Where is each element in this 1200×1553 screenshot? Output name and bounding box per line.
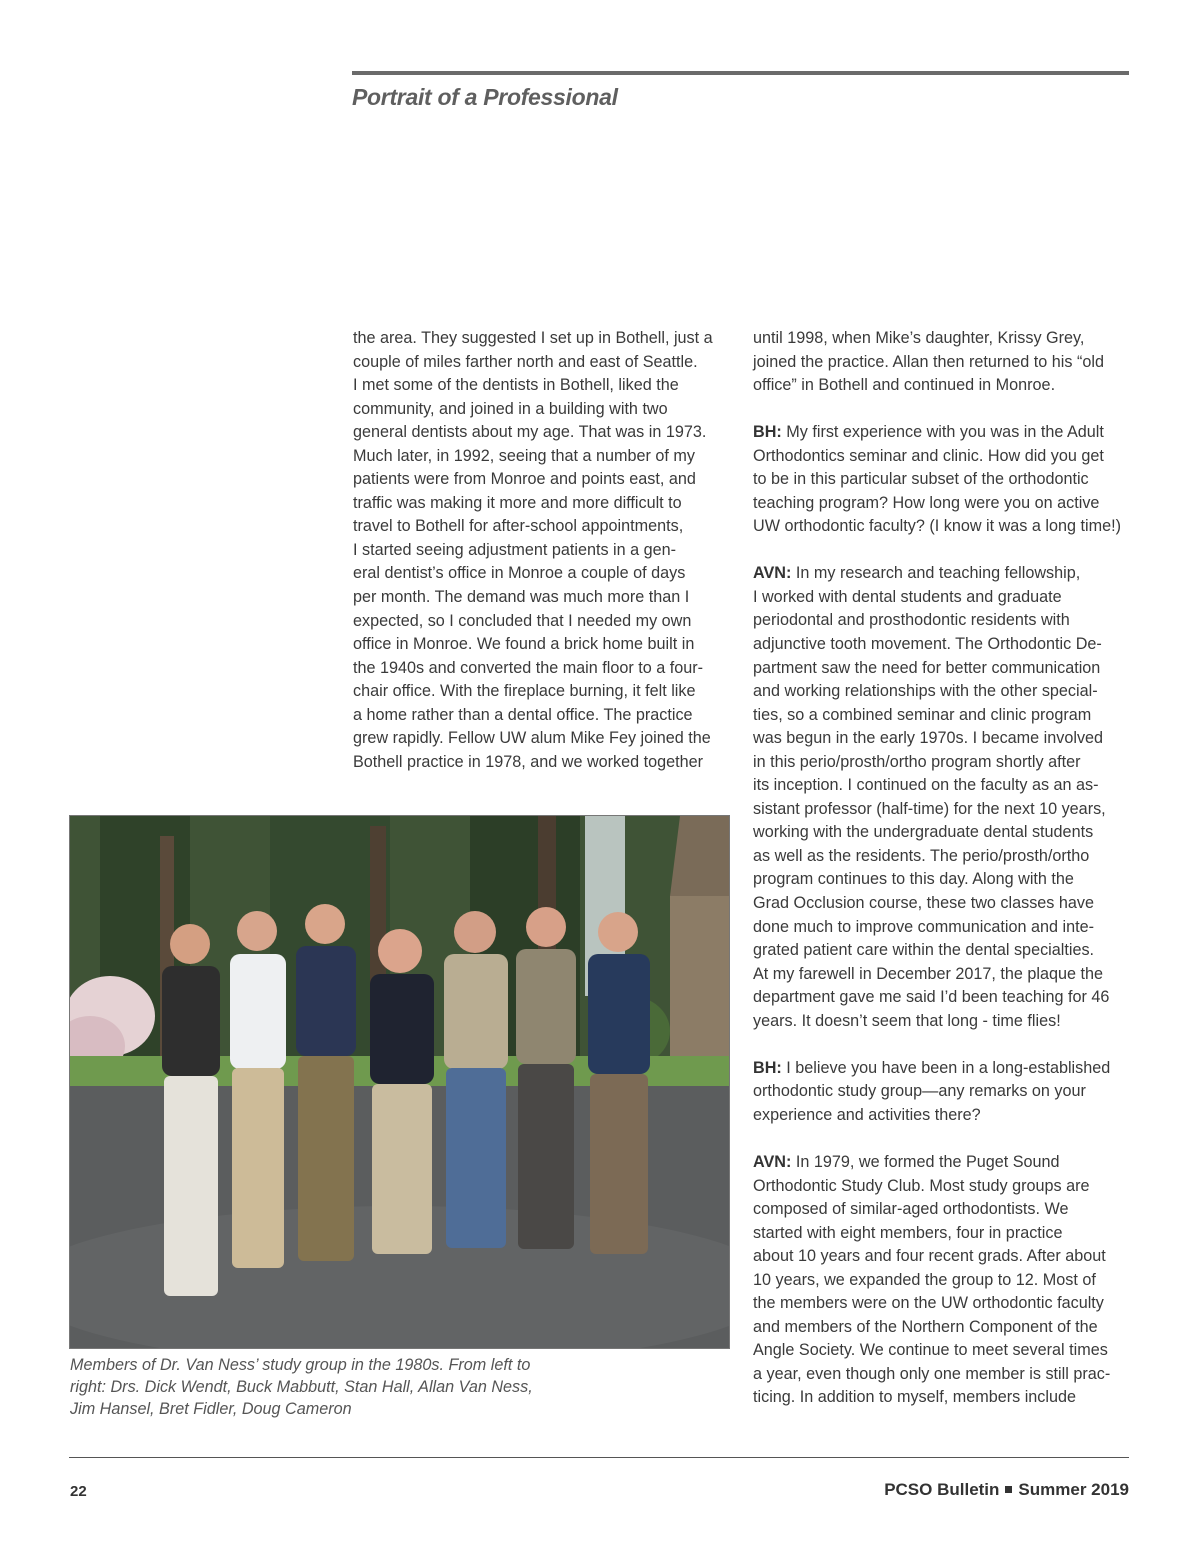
text-line: Grad Occlusion course, these two classes have xyxy=(753,894,1094,913)
text-line: Bothell practice in 1978, and we worked together xyxy=(353,752,704,771)
text-line: grew rapidly. Fellow UW alum Mike Fey joined the xyxy=(353,729,711,748)
text-line: its inception. I continued on the faculty as an as- xyxy=(753,776,1099,795)
left-column xyxy=(353,327,733,798)
text-line: UW orthodontic faculty? (I know it was a long time!) xyxy=(753,517,1121,536)
text-line: Orthodontics seminar and clinic. How did you get xyxy=(753,446,1104,465)
text-line: done much to improve communication and inte- xyxy=(753,917,1095,936)
text-line: I started seeing adjustment patients in a gen- xyxy=(353,540,677,559)
text-line: Angle Society. We continue to meet several times xyxy=(753,1341,1108,1360)
text-line: At my farewell in December 2017, the plaque the xyxy=(753,964,1104,983)
speaker-label: AVN: xyxy=(753,564,792,583)
text-line: I met some of the dentists in Bothell, liked the xyxy=(353,376,679,395)
text-line: the members were on the UW orthodontic faculty xyxy=(753,1294,1104,1313)
text-line: 10 years, we expanded the group to 12. Most of xyxy=(753,1270,1096,1289)
text-line: In my research and teaching fellowship, xyxy=(791,564,1081,583)
text-line: Orthodontic Study Club. Most study groups are xyxy=(753,1176,1090,1195)
text-line: I believe you have been in a long-established xyxy=(781,1058,1111,1077)
text-line: In 1979, we formed the Puget Sound xyxy=(791,1152,1060,1171)
right-column xyxy=(753,327,1135,1433)
caption-line: Jim Hansel, Bret Fidler, Doug Cameron xyxy=(70,1399,352,1418)
text-line: years. It doesn’t seem that long - time flies! xyxy=(753,1011,1061,1030)
text-line: expected, so I concluded that I needed my own xyxy=(353,611,692,630)
text-line: and working relationships with the other special- xyxy=(753,682,1098,701)
section-title: Portrait of a Professional xyxy=(352,84,618,110)
text-line: experience and activities there? xyxy=(753,1105,981,1124)
text-line: until 1998, when Mike’s daughter, Krissy Grey, xyxy=(753,329,1085,347)
text-line: ties, so a combined seminar and clinic program xyxy=(753,705,1092,724)
speaker-label: BH: xyxy=(753,1058,782,1077)
text-line: traffic was making it more and more difficult to xyxy=(353,493,682,512)
text-line: program continues to this day. Along with the xyxy=(753,870,1074,889)
page-number: 22 xyxy=(70,1483,87,1500)
text-line: I worked with dental students and graduate xyxy=(753,587,1062,606)
text-line: teaching program? How long were you on active xyxy=(753,493,1100,512)
text-line: My first experience with you was in the Adult xyxy=(781,423,1104,442)
text-line: a home rather than a dental office. The practice xyxy=(353,705,693,724)
text-line: to be in this particular subset of the orthodontic xyxy=(753,470,1089,489)
header-rule xyxy=(352,71,1129,75)
text-line: sistant professor (half-time) for the next 10 years, xyxy=(753,799,1106,818)
text-line: composed of similar-aged orthodontists. We xyxy=(753,1200,1069,1219)
text-line: working with the undergraduate dental students xyxy=(753,823,1094,842)
text-line: Much later, in 1992, seeing that a number of my xyxy=(353,446,695,465)
paragraph-continuation xyxy=(753,327,1135,398)
answer-paragraph xyxy=(753,1151,1135,1410)
issue-date: Summer 2019 xyxy=(1018,1480,1129,1499)
text-line: adjunctive tooth movement. The Orthodontic De- xyxy=(753,635,1102,654)
text-line: general dentists about my age. That was in 1973. xyxy=(353,423,707,442)
publication-name: PCSO Bulletin xyxy=(884,1480,1000,1499)
text-line: the 1940s and converted the main floor to a four- xyxy=(353,658,704,677)
text-line: and members of the Northern Component of the xyxy=(753,1317,1098,1336)
text-line: per month. The demand was much more than I xyxy=(353,588,690,607)
text-line: about 10 years and four recent grads. After about xyxy=(753,1247,1106,1266)
text-line: community, and joined in a building with two xyxy=(353,399,668,418)
text-line: department gave me said I’d been teaching for 46 xyxy=(753,988,1110,1007)
caption-line: right: Drs. Dick Wendt, Buck Mabbutt, Stan Hall, Allan Van Ness, xyxy=(70,1377,533,1396)
square-bullet-icon xyxy=(1005,1486,1012,1493)
text-line: office” in Bothell and continued in Monroe. xyxy=(753,376,1056,395)
footer-rule xyxy=(69,1457,1129,1458)
question-paragraph xyxy=(753,421,1135,539)
question-paragraph xyxy=(753,1057,1135,1128)
speaker-label: BH: xyxy=(753,423,782,442)
text-line: patients were from Monroe and points east, and xyxy=(353,470,696,489)
text-line: periodontal and prosthodontic residents with xyxy=(753,611,1070,630)
text-line: as well as the residents. The perio/prosth/ortho xyxy=(753,846,1090,865)
footer-publication xyxy=(884,1480,1129,1500)
text-line: eral dentist’s office in Monroe a couple of days xyxy=(353,564,686,583)
text-line: chair office. With the fireplace burning, it felt like xyxy=(353,682,696,701)
photo-caption xyxy=(70,1355,590,1420)
text-line: ticing. In addition to myself, members include xyxy=(753,1388,1076,1407)
caption-line: Members of Dr. Van Ness’ study group in the 1980s. From left to xyxy=(70,1356,531,1374)
group-photo xyxy=(69,815,730,1349)
text-line: a year, even though only one member is still prac- xyxy=(753,1364,1111,1383)
text-line: in this perio/prosth/ortho program shortly after xyxy=(753,752,1081,771)
text-line: the area. They suggested I set up in Bothell, just a xyxy=(353,329,713,347)
text-line: started with eight members, four in practice xyxy=(753,1223,1063,1242)
speaker-label: AVN: xyxy=(753,1152,792,1171)
text-line: orthodontic study group—any remarks on your xyxy=(753,1082,1086,1101)
text-line: office in Monroe. We found a brick home built in xyxy=(353,635,695,654)
left-paragraph xyxy=(353,327,733,774)
text-line: joined the practice. Allan then returned to his “old xyxy=(753,352,1104,371)
text-line: was begun in the early 1970s. I became involved xyxy=(753,729,1104,748)
text-line: grated patient care within the dental specialties. xyxy=(753,941,1095,960)
text-line: travel to Bothell for after-school appointments, xyxy=(353,517,684,536)
answer-paragraph xyxy=(753,562,1135,1033)
text-line: couple of miles farther north and east of Seattle. xyxy=(353,352,698,371)
text-line: partment saw the need for better communication xyxy=(753,658,1101,677)
